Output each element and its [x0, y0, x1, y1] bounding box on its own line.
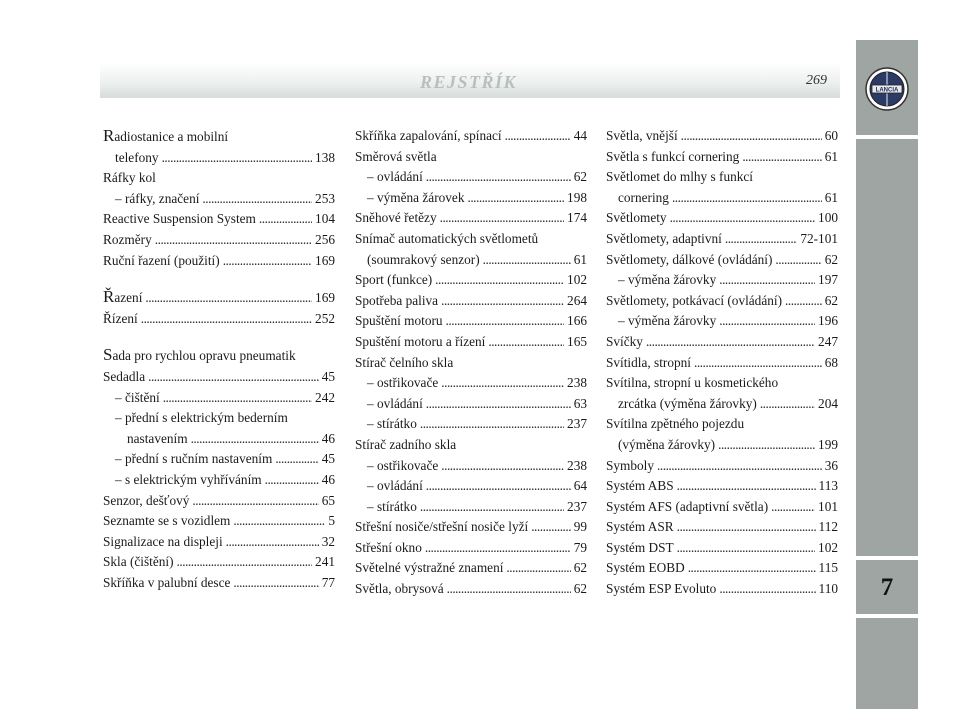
entry-page: 138	[315, 149, 335, 165]
entry-title: Stírač čelního skla	[355, 354, 454, 370]
entry-title: Směrová světla	[355, 148, 437, 164]
entry-title: Spotřeba paliva	[355, 292, 439, 308]
entry-title: – výměna žárovek	[367, 189, 465, 205]
entry-title: Světla s funkcí cornering	[606, 148, 740, 164]
index-entry	[355, 456, 587, 477]
index-entry	[355, 291, 587, 312]
index-column-1	[103, 126, 335, 593]
leader-dots	[425, 538, 571, 559]
side-tab-divider	[856, 614, 918, 618]
entry-page: 204	[818, 395, 838, 411]
entry-title: Střešní nosiče/střešní nosiče lyží	[355, 519, 529, 535]
entry-page: 72-101	[800, 230, 838, 246]
index-entry	[355, 167, 587, 188]
entry-page: 45	[321, 368, 335, 384]
entry-title: azení	[114, 290, 143, 306]
entry-title: Svítilna zpětného pojezdu	[606, 416, 745, 432]
index-entry	[355, 311, 587, 332]
index-entry	[606, 270, 838, 291]
entry-page: 102	[818, 539, 838, 555]
leader-dots	[440, 208, 564, 229]
entry-title: – čištění	[115, 389, 160, 405]
leader-dots	[742, 147, 821, 168]
index-entry	[355, 497, 587, 518]
leader-dots	[441, 456, 564, 477]
entry-title: Řízení	[103, 310, 138, 326]
entry-page: 65	[321, 492, 335, 508]
leader-dots	[719, 270, 815, 291]
leader-dots	[441, 291, 564, 312]
index-entry	[606, 476, 838, 497]
section-initial-letter: S	[103, 345, 113, 365]
leader-dots	[531, 517, 571, 538]
entry-page: 238	[567, 457, 587, 473]
index-entry	[606, 373, 838, 394]
entry-page: 61	[824, 189, 838, 205]
leader-dots	[688, 558, 816, 579]
leader-dots	[467, 188, 564, 209]
entry-title: Světla, vnější	[606, 128, 678, 143]
index-entry	[355, 538, 587, 559]
svg-text:LANCIA: LANCIA	[875, 87, 899, 94]
index-entry	[103, 408, 335, 429]
entry-page: 5	[328, 513, 335, 529]
entry-title: Světlomety, adaptivní	[606, 230, 722, 246]
entry-page: 100	[818, 210, 838, 226]
entry-title: cornering	[618, 189, 669, 205]
entry-title: – ovládání	[367, 395, 423, 411]
index-entry	[103, 449, 335, 470]
index-entry	[355, 250, 587, 271]
entry-page: 113	[818, 478, 838, 494]
entry-page: 241	[315, 554, 335, 570]
lancia-logo-icon	[864, 66, 910, 112]
leader-dots	[677, 538, 815, 559]
entry-title: Světelné výstražné znamení	[355, 560, 504, 576]
index-entry	[606, 353, 838, 374]
leader-dots	[785, 291, 822, 312]
index-entry	[355, 414, 587, 435]
entry-page: 104	[315, 211, 335, 227]
index-heading-entry	[103, 345, 335, 367]
entry-page: 101	[818, 498, 838, 514]
leader-dots	[202, 189, 312, 210]
index-entry	[103, 429, 335, 450]
index-entry	[606, 167, 838, 188]
chapter-number: 7	[880, 574, 894, 601]
entry-page: 256	[315, 231, 335, 247]
entry-title: – výměna žárovky	[618, 313, 717, 329]
entry-page: 237	[567, 416, 587, 432]
index-entry	[355, 476, 587, 497]
entry-page: 264	[567, 292, 587, 308]
index-entry	[606, 208, 838, 229]
entry-page: 247	[818, 333, 838, 349]
index-entry	[606, 147, 838, 168]
leader-dots	[725, 229, 797, 250]
entry-title: Signalizace na displeji	[103, 533, 223, 549]
entry-title: Senzor, dešťový	[103, 492, 190, 508]
index-entry	[103, 168, 335, 189]
entry-title: – výměna žárovky	[618, 272, 717, 288]
entry-page: 77	[321, 574, 335, 590]
entry-page: 169	[315, 252, 335, 268]
index-entry	[355, 558, 587, 579]
leader-dots	[435, 270, 564, 291]
entry-page: 199	[818, 436, 838, 452]
section-gap	[103, 329, 335, 345]
entry-title: Rozměry	[103, 231, 152, 247]
entry-title: Spuštění motoru a řízení	[355, 333, 486, 349]
entry-title: (výměna žárovky)	[618, 436, 716, 452]
entry-page: 115	[818, 560, 838, 576]
entry-title: Sport (funkce)	[355, 272, 433, 288]
index-entry	[103, 552, 335, 573]
entry-page: 102	[567, 272, 587, 288]
leader-dots	[233, 511, 325, 532]
leader-dots	[677, 517, 816, 538]
index-entry	[103, 388, 335, 409]
index-entry	[355, 353, 587, 374]
entry-title: Světlomety, dálkové (ovládání)	[606, 251, 773, 267]
leader-dots	[488, 332, 564, 353]
entry-page: 62	[573, 169, 587, 185]
entry-title: Svíčky	[606, 333, 643, 349]
leader-dots	[694, 353, 822, 374]
leader-dots	[657, 456, 822, 477]
leader-dots	[760, 394, 815, 415]
entry-title: Spuštění motoru	[355, 313, 443, 329]
entry-title: Seznamte se s vozidlem	[103, 513, 231, 529]
entry-page: 32	[321, 533, 335, 549]
leader-dots	[646, 332, 815, 353]
index-entry	[606, 414, 838, 435]
leader-dots	[670, 208, 815, 229]
index-entry	[103, 148, 335, 169]
entry-title: Stírač zadního skla	[355, 436, 457, 452]
entry-page: 253	[315, 190, 335, 206]
index-entry	[103, 491, 335, 512]
index-heading-entry	[103, 126, 335, 148]
entry-page: 61	[824, 148, 838, 164]
entry-page: 62	[824, 251, 838, 267]
leader-dots	[771, 497, 815, 518]
entry-page: 36	[824, 457, 838, 473]
leader-dots	[718, 435, 815, 456]
index-entry	[606, 229, 838, 250]
entry-page: 252	[315, 310, 335, 326]
index-entry	[103, 230, 335, 251]
entry-title: – ovládání	[367, 169, 423, 185]
index-entry	[355, 435, 587, 456]
leader-dots	[446, 311, 565, 332]
leader-dots	[681, 126, 822, 147]
index-entry	[355, 332, 587, 353]
index-entry	[103, 251, 335, 272]
entry-page: 64	[573, 478, 587, 494]
section-initial-letter: R	[103, 126, 115, 145]
leader-dots	[191, 429, 319, 450]
section-initial-letter: Ř	[103, 287, 115, 307]
entry-page: 242	[315, 389, 335, 405]
entry-title: Svítilna, stropní u kosmetického	[606, 375, 779, 391]
entry-title: adiostanice a mobilní	[114, 129, 229, 144]
leader-dots	[483, 250, 571, 271]
leader-dots	[192, 491, 318, 512]
entry-title: Světlomet do mlhy s funkcí	[606, 169, 753, 185]
entry-page: 165	[567, 333, 587, 349]
entry-title: Systém EOBD	[606, 560, 685, 576]
index-entry	[606, 517, 838, 538]
index-entry	[606, 435, 838, 456]
index-column-3	[606, 126, 838, 600]
entry-page: 63	[573, 395, 587, 411]
entry-title: Systém DST	[606, 539, 674, 555]
index-entry	[606, 456, 838, 477]
index-entry	[606, 126, 838, 147]
entry-title: ada pro rychlou opravu pneumatik	[112, 348, 296, 364]
entry-page: 110	[818, 581, 838, 597]
leader-dots	[441, 373, 564, 394]
entry-title: Skla (čištění)	[103, 554, 174, 570]
entry-title: – stírátko	[367, 416, 417, 432]
index-entry	[606, 291, 838, 312]
entry-title: – ovládání	[367, 478, 423, 494]
section-gap	[103, 271, 335, 287]
entry-page: 62	[573, 560, 587, 576]
leader-dots	[420, 414, 564, 435]
entry-title: – ostřikovače	[367, 375, 439, 391]
entry-title: Symboly	[606, 457, 655, 473]
entry-page: 60	[824, 128, 838, 143]
entry-title: Skříňka v palubní desce	[103, 574, 231, 590]
entry-title: Sněhové řetězy	[355, 210, 437, 226]
chapter-side-tab	[856, 40, 918, 709]
entry-page: 238	[567, 375, 587, 391]
index-entry	[606, 394, 838, 415]
entry-title: Skříňka zapalování, spínací	[355, 128, 502, 143]
leader-dots	[447, 579, 571, 600]
entry-title: – přední s ručním nastavením	[115, 451, 273, 467]
leader-dots	[177, 552, 313, 573]
index-entry	[606, 188, 838, 209]
entry-page: 61	[573, 251, 587, 267]
page-title: REJSTŘÍK	[420, 72, 518, 92]
index-heading-entry	[103, 287, 335, 309]
entry-title: Ráfky kol	[103, 170, 156, 186]
leader-dots	[506, 558, 570, 579]
entry-title: Systém AFS (adaptivní světla)	[606, 498, 769, 514]
entry-page: 62	[573, 581, 587, 597]
index-entry	[355, 270, 587, 291]
entry-title: Systém ASR	[606, 519, 674, 535]
leader-dots	[426, 394, 571, 415]
entry-title: Světlomety, potkávací (ovládání)	[606, 292, 783, 308]
leader-dots	[420, 497, 564, 518]
entry-title: Snímač automatických světlometů	[355, 230, 539, 246]
leader-dots	[677, 476, 816, 497]
index-entry	[355, 373, 587, 394]
index-entry	[103, 309, 335, 330]
index-entry	[103, 367, 335, 388]
entry-page: 79	[573, 539, 587, 555]
index-entry	[103, 189, 335, 210]
leader-dots	[162, 148, 312, 169]
index-entry	[355, 208, 587, 229]
entry-page: 169	[315, 290, 335, 306]
index-entry	[355, 579, 587, 600]
index-entry	[355, 126, 587, 147]
entry-title: zrcátka (výměna žárovky)	[618, 395, 757, 411]
entry-page: 44	[573, 128, 587, 143]
index-entry	[355, 517, 587, 538]
leader-dots	[505, 126, 571, 147]
entry-page: 196	[818, 313, 838, 329]
index-entry	[103, 532, 335, 553]
entry-page: 46	[321, 471, 335, 487]
leader-dots	[163, 388, 312, 409]
index-entry	[606, 311, 838, 332]
entry-title: nastavením	[127, 430, 188, 446]
entry-page: 166	[567, 313, 587, 329]
entry-page: 112	[818, 519, 838, 535]
entry-title: – stírátko	[367, 498, 417, 514]
entry-title: – ráfky, značení	[115, 190, 200, 206]
leader-dots	[141, 309, 312, 330]
entry-title: – přední s elektrickým bederním	[115, 410, 288, 426]
entry-title: – ostřikovače	[367, 457, 439, 473]
index-entry	[606, 579, 838, 600]
entry-title: Střešní okno	[355, 539, 422, 555]
index-entry	[606, 538, 838, 559]
entry-page: 237	[567, 498, 587, 514]
leader-dots	[672, 188, 822, 209]
entry-title: (soumrakový senzor)	[367, 251, 480, 267]
entry-title: Reactive Suspension System	[103, 211, 256, 227]
leader-dots	[148, 367, 319, 388]
entry-page: 62	[824, 292, 838, 308]
index-entry	[606, 250, 838, 271]
leader-dots	[259, 209, 312, 230]
leader-dots	[719, 311, 815, 332]
entry-title: Systém ABS	[606, 478, 674, 494]
index-entry	[355, 188, 587, 209]
entry-title: – s elektrickým vyhříváním	[115, 471, 262, 487]
leader-dots	[223, 251, 312, 272]
index-entry	[355, 147, 587, 168]
leader-dots	[719, 579, 815, 600]
entry-title: Sedadla	[103, 368, 146, 384]
index-entry	[355, 394, 587, 415]
page-number: 269	[806, 73, 827, 88]
entry-page: 46	[321, 430, 335, 446]
entry-page: 198	[567, 189, 587, 205]
index-entry	[103, 511, 335, 532]
leader-dots	[155, 230, 312, 251]
entry-page: 68	[824, 354, 838, 370]
entry-page: 174	[567, 210, 587, 226]
entry-title: Systém ESP Evoluto	[606, 581, 717, 597]
leader-dots	[226, 532, 319, 553]
index-entry	[103, 573, 335, 594]
leader-dots	[233, 573, 318, 594]
side-tab-divider	[856, 556, 918, 560]
entry-page: 45	[321, 451, 335, 467]
entry-page: 197	[818, 272, 838, 288]
leader-dots	[426, 167, 571, 188]
entry-page: 99	[573, 519, 587, 535]
entry-title: Světla, obrysová	[355, 581, 444, 597]
index-entry	[355, 229, 587, 250]
leader-dots	[275, 449, 318, 470]
leader-dots	[426, 476, 571, 497]
leader-dots	[145, 288, 312, 309]
index-entry	[606, 558, 838, 579]
entry-title: telefony	[115, 149, 159, 165]
index-entry	[606, 497, 838, 518]
entry-title: Světlomety	[606, 210, 667, 226]
entry-title: Ruční řazení (použití)	[103, 252, 220, 268]
entry-title: Svítidla, stropní	[606, 354, 691, 370]
index-column-2	[355, 126, 587, 600]
side-tab-divider	[856, 135, 918, 139]
index-entry	[606, 332, 838, 353]
leader-dots	[775, 250, 821, 271]
index-entry	[103, 209, 335, 230]
index-entry	[103, 470, 335, 491]
leader-dots	[265, 470, 319, 491]
